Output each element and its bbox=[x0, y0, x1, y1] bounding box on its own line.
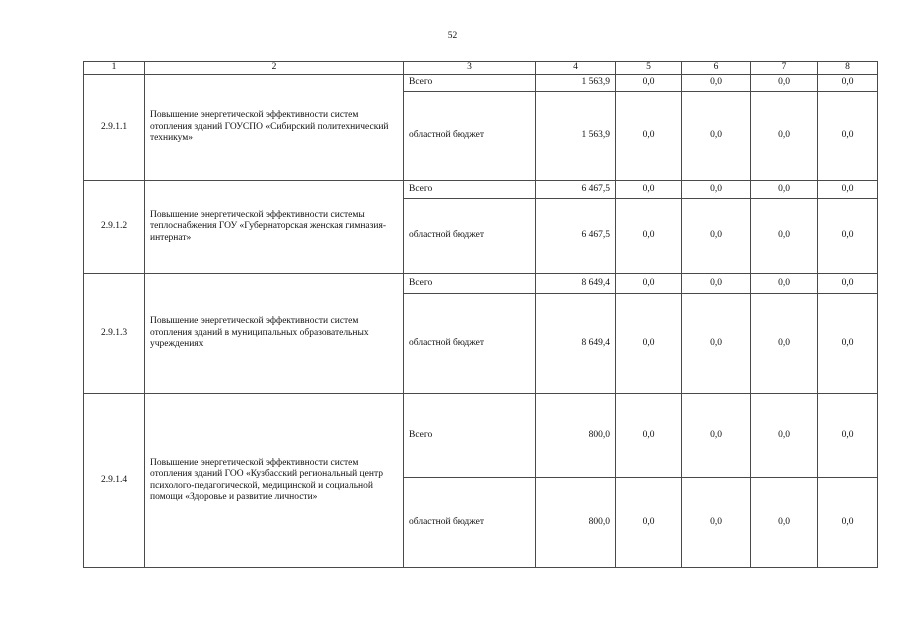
column-header: 4 bbox=[536, 62, 616, 75]
amount-cell: 0,0 bbox=[751, 294, 818, 394]
amount-cell: 0,0 bbox=[682, 92, 751, 181]
funding-source: Всего bbox=[404, 181, 536, 199]
amount-cell: 0,0 bbox=[682, 75, 751, 92]
amount-cell: 0,0 bbox=[818, 394, 878, 478]
amount-cell: 0,0 bbox=[751, 75, 818, 92]
item-code: 2.9.1.2 bbox=[84, 181, 145, 274]
amount-cell: 0,0 bbox=[682, 478, 751, 568]
amount-cell: 0,0 bbox=[751, 92, 818, 181]
amount-cell: 0,0 bbox=[751, 274, 818, 294]
amount-cell: 0,0 bbox=[818, 92, 878, 181]
funding-source: Всего bbox=[404, 75, 536, 92]
header-row bbox=[84, 62, 878, 75]
page-number: 52 bbox=[447, 31, 458, 41]
funding-source: Всего bbox=[404, 394, 536, 478]
amount-cell: 0,0 bbox=[616, 92, 682, 181]
funding-source: Всего bbox=[404, 274, 536, 294]
amount-cell: 8 649,4 bbox=[536, 274, 616, 294]
amount-cell: 0,0 bbox=[682, 294, 751, 394]
amount-cell: 0,0 bbox=[616, 181, 682, 199]
amount-cell: 800,0 bbox=[536, 478, 616, 568]
column-header: 8 bbox=[818, 62, 878, 75]
amount-cell: 0,0 bbox=[818, 294, 878, 394]
item-name: Повышение энергетической эффективности систем отопления зданий ГОУСПО «Сибирский политехнический техникум» bbox=[145, 75, 404, 181]
amount-cell: 0,0 bbox=[818, 181, 878, 199]
column-header: 3 bbox=[404, 62, 536, 75]
column-header: 6 bbox=[682, 62, 751, 75]
amount-cell: 6 467,5 bbox=[536, 181, 616, 199]
table-row bbox=[84, 181, 878, 199]
funding-source: областной бюджет bbox=[404, 199, 536, 274]
amount-cell: 0,0 bbox=[751, 394, 818, 478]
amount-cell: 8 649,4 bbox=[536, 294, 616, 394]
amount-cell: 0,0 bbox=[818, 478, 878, 568]
column-header: 7 bbox=[751, 62, 818, 75]
item-code: 2.9.1.4 bbox=[84, 394, 145, 568]
funding-source: областной бюджет bbox=[404, 294, 536, 394]
amount-cell: 0,0 bbox=[682, 394, 751, 478]
table-row bbox=[84, 394, 878, 478]
table-row bbox=[84, 75, 878, 92]
amount-cell: 0,0 bbox=[818, 199, 878, 274]
amount-cell: 1 563,9 bbox=[536, 75, 616, 92]
amount-cell: 0,0 bbox=[616, 274, 682, 294]
column-header: 1 bbox=[84, 62, 145, 75]
amount-cell: 0,0 bbox=[616, 75, 682, 92]
amount-cell: 0,0 bbox=[751, 478, 818, 568]
amount-cell: 0,0 bbox=[616, 294, 682, 394]
amount-cell: 0,0 bbox=[616, 199, 682, 274]
funding-source: областной бюджет bbox=[404, 92, 536, 181]
amount-cell: 1 563,9 bbox=[536, 92, 616, 181]
amount-cell: 0,0 bbox=[682, 274, 751, 294]
item-code: 2.9.1.3 bbox=[84, 274, 145, 394]
funding-source: областной бюджет bbox=[404, 478, 536, 568]
column-header: 2 bbox=[145, 62, 404, 75]
amount-cell: 0,0 bbox=[616, 478, 682, 568]
budget-table bbox=[83, 61, 878, 568]
item-name: Повышение энергетической эффективности системы теплоснабжения ГОУ «Губернаторская женская гимназия-интернат» bbox=[145, 181, 404, 274]
item-code: 2.9.1.1 bbox=[84, 75, 145, 181]
column-header: 5 bbox=[616, 62, 682, 75]
amount-cell: 0,0 bbox=[682, 199, 751, 274]
table-row bbox=[84, 274, 878, 294]
amount-cell: 0,0 bbox=[682, 181, 751, 199]
amount-cell: 800,0 bbox=[536, 394, 616, 478]
amount-cell: 6 467,5 bbox=[536, 199, 616, 274]
amount-cell: 0,0 bbox=[616, 394, 682, 478]
amount-cell: 0,0 bbox=[818, 274, 878, 294]
amount-cell: 0,0 bbox=[751, 181, 818, 199]
item-name: Повышение энергетической эффективности систем отопления зданий в муниципальных образовательных учреждениях bbox=[145, 274, 404, 394]
item-name: Повышение энергетической эффективности систем отопления зданий ГОО «Кузбасский региональный центр психолого-педагогической, медицинской и социальной помощи «Здоровье и развитие личности» bbox=[145, 394, 404, 568]
amount-cell: 0,0 bbox=[818, 75, 878, 92]
amount-cell: 0,0 bbox=[751, 199, 818, 274]
